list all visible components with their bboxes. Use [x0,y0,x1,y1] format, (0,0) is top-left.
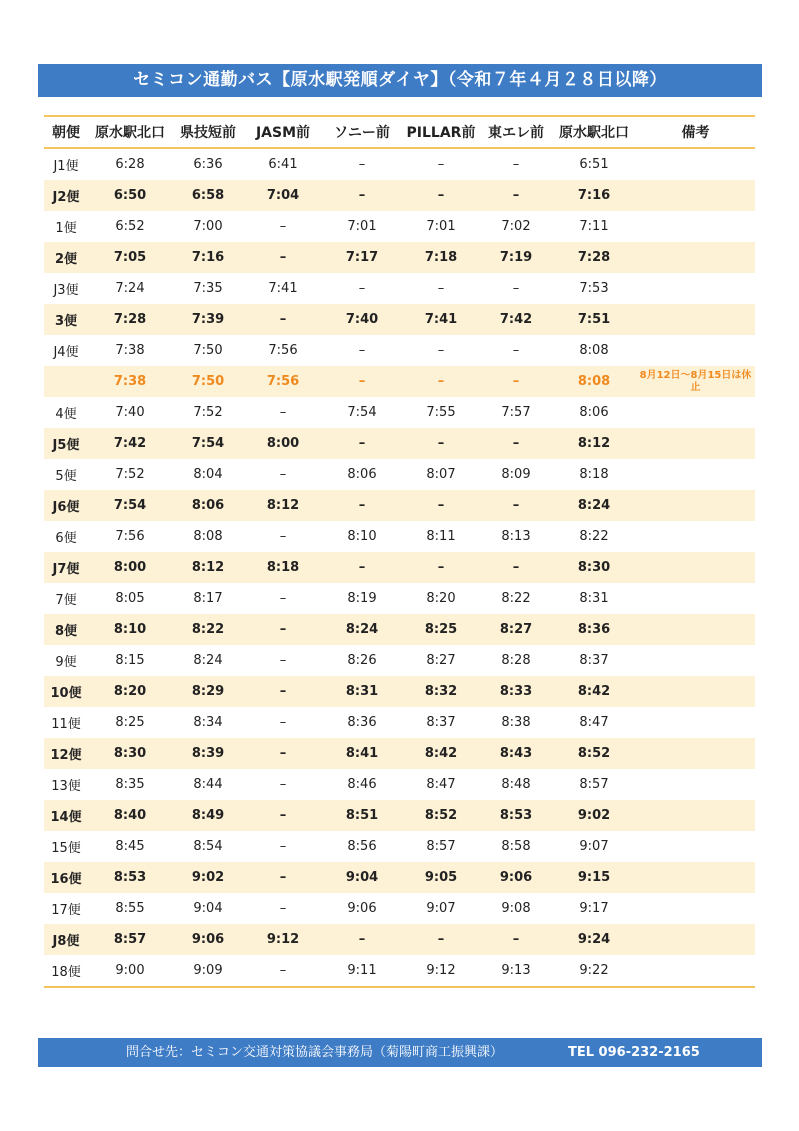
time-cell: 8:24 [322,614,402,645]
time-cell: 9:06 [347,901,377,916]
run-name: 7便 [55,593,77,608]
time-cell: 9:11 [347,963,377,978]
note-cell [636,335,755,366]
time-cell: 8:27 [426,653,456,668]
time-cell: 7:42 [480,304,552,335]
table-row [44,645,755,676]
time-cell: 9:04 [322,862,402,893]
table-row [44,242,755,273]
time-cell: 8:19 [347,591,377,606]
time-cell: 7:50 [193,343,223,358]
time-cell: 8:24 [552,490,636,521]
time-cell: 8:11 [426,529,456,544]
table-row [44,738,755,769]
column-header: PILLAR前 [402,116,480,148]
time-cell: 8:29 [172,676,244,707]
time-cell: 8:34 [193,715,223,730]
time-cell: 8:30 [88,738,172,769]
note-cell [636,148,755,180]
note-cell [636,583,755,614]
time-cell: 7:56 [268,343,298,358]
time-cell: 7:01 [347,219,377,234]
time-cell: 8:27 [480,614,552,645]
time-cell: 8:10 [347,529,377,544]
time-cell: 9:07 [426,901,456,916]
time-cell: 8:41 [322,738,402,769]
time-cell: 8:05 [115,591,145,606]
time-cell: 8:56 [347,839,377,854]
note-cell [636,242,755,273]
run-name: 4便 [55,407,77,422]
time-cell: – [279,529,287,544]
time-cell: 7:01 [426,219,456,234]
table-row [44,490,755,521]
note-cell [636,831,755,862]
table-row [44,862,755,893]
run-name: J3便 [53,283,79,298]
run-name: 11便 [51,717,81,732]
run-name: 1便 [55,221,77,236]
time-cell: 7:53 [579,281,609,296]
time-cell: 8:55 [115,901,145,916]
time-cell: 8:37 [426,715,456,730]
run-name: J2便 [44,180,88,211]
run-name: 17便 [51,903,81,918]
time-cell: 7:42 [88,428,172,459]
time-cell: 8:17 [193,591,223,606]
time-cell: 7:40 [322,304,402,335]
time-cell: – [402,180,480,211]
time-cell: 8:04 [193,467,223,482]
time-cell: – [322,366,402,397]
note-cell [636,800,755,831]
table-row [44,148,755,180]
time-cell: 7:28 [552,242,636,273]
time-cell: 7:16 [172,242,244,273]
table-row [44,924,755,955]
time-cell: 8:31 [579,591,609,606]
column-header: 県技短前 [172,116,244,148]
time-cell: 8:20 [88,676,172,707]
time-cell: – [358,281,366,296]
time-cell: – [244,738,322,769]
time-cell: 7:02 [501,219,531,234]
time-cell: – [322,428,402,459]
time-cell: 8:42 [552,676,636,707]
time-cell: 8:57 [426,839,456,854]
note-cell [636,211,755,242]
time-cell: – [402,490,480,521]
time-cell: 8:25 [402,614,480,645]
column-header: JASM前 [244,116,322,148]
time-cell: 8:00 [244,428,322,459]
time-cell: – [437,343,445,358]
note-cell [636,521,755,552]
column-header: 東エレ前 [480,116,552,148]
page-title: セミコン通勤バス【原水駅発順ダイヤ】（令和７年４月２８日以降） [38,64,762,97]
table-row [44,304,755,335]
table-row [44,583,755,614]
time-cell: 6:41 [268,157,298,172]
time-cell: 8:40 [88,800,172,831]
time-cell: – [244,676,322,707]
time-cell: 8:12 [552,428,636,459]
time-cell: – [480,552,552,583]
time-cell: 7:18 [402,242,480,273]
time-cell: 7:05 [88,242,172,273]
table-row [44,552,755,583]
table-row [44,211,755,242]
time-cell: 8:48 [501,777,531,792]
column-header: 朝便 [44,116,88,148]
time-cell: 7:11 [579,219,609,234]
note-cell [636,924,755,955]
time-cell: 9:22 [579,963,609,978]
time-cell: 7:51 [552,304,636,335]
run-name: 13便 [51,779,81,794]
run-name: 5便 [55,469,77,484]
time-cell: 8:39 [172,738,244,769]
time-cell: 7:16 [552,180,636,211]
time-cell: – [244,800,322,831]
time-cell: 8:08 [552,366,636,397]
column-header: 原水駅北口 [552,116,636,148]
table-row [44,676,755,707]
table-row [44,335,755,366]
table-row [44,614,755,645]
time-cell: 6:28 [115,157,145,172]
time-cell: 7:55 [426,405,456,420]
time-cell: – [512,157,520,172]
time-cell: – [279,963,287,978]
table-row [44,180,755,211]
time-cell: 7:54 [88,490,172,521]
time-cell: 8:57 [579,777,609,792]
time-cell: 7:56 [244,366,322,397]
table-row [44,366,755,397]
table-row [44,521,755,552]
table-row [44,893,755,924]
time-cell: 8:30 [552,552,636,583]
table-row [44,428,755,459]
run-name: 18便 [51,965,81,980]
time-cell: 8:22 [579,529,609,544]
time-cell: 9:07 [579,839,609,854]
run-name: 16便 [44,862,88,893]
time-cell: 8:54 [193,839,223,854]
note-cell [636,955,755,987]
time-cell: 9:09 [193,963,223,978]
note-cell [636,769,755,800]
note-cell [636,273,755,304]
run-name: 15便 [51,841,81,856]
note-cell [636,645,755,676]
time-cell: 8:08 [193,529,223,544]
time-cell: 8:35 [115,777,145,792]
time-cell: 7:24 [115,281,145,296]
time-cell: 9:13 [501,963,531,978]
time-cell: 9:00 [115,963,145,978]
time-cell: 8:06 [347,467,377,482]
time-cell: 6:58 [172,180,244,211]
time-cell: – [279,839,287,854]
time-cell: 8:31 [322,676,402,707]
time-cell: 7:39 [172,304,244,335]
time-cell: – [358,343,366,358]
time-cell: 8:15 [115,653,145,668]
note-cell [636,180,755,211]
time-cell: 8:18 [579,467,609,482]
time-cell: 8:37 [579,653,609,668]
time-cell: – [279,901,287,916]
note-cell [636,304,755,335]
table-row [44,707,755,738]
note-cell [636,707,755,738]
run-name: 10便 [44,676,88,707]
time-cell: 8:06 [579,405,609,420]
time-cell: – [322,924,402,955]
time-cell: 8:36 [347,715,377,730]
time-cell: – [279,591,287,606]
time-cell: – [437,281,445,296]
time-cell: 8:13 [501,529,531,544]
time-cell: 8:51 [322,800,402,831]
time-cell: 8:47 [426,777,456,792]
time-cell: 7:40 [115,405,145,420]
time-cell: 7:52 [193,405,223,420]
table-row [44,273,755,304]
time-cell: 7:35 [193,281,223,296]
time-cell: 8:10 [88,614,172,645]
note-cell [636,397,755,428]
note-cell [636,552,755,583]
time-cell: 8:58 [501,839,531,854]
run-name: 9便 [55,655,77,670]
time-cell: – [244,862,322,893]
time-cell: 9:02 [172,862,244,893]
timetable-body [44,148,755,987]
time-cell: – [402,552,480,583]
table-row [44,831,755,862]
time-cell: 8:18 [244,552,322,583]
time-cell: – [437,157,445,172]
time-cell: 7:04 [244,180,322,211]
time-cell: 8:12 [244,490,322,521]
run-name: J7便 [44,552,88,583]
table-row [44,955,755,987]
run-name: J8便 [44,924,88,955]
time-cell: 8:12 [172,552,244,583]
time-cell: 8:07 [426,467,456,482]
time-cell: – [358,157,366,172]
run-name: J5便 [44,428,88,459]
time-cell: 8:26 [347,653,377,668]
time-cell: 9:02 [552,800,636,831]
phone-number: TEL 096-232-2165 [568,1045,700,1060]
run-name: J6便 [44,490,88,521]
time-cell: – [279,777,287,792]
note-cell [636,428,755,459]
time-cell: – [480,924,552,955]
column-header: ソニー前 [322,116,402,148]
table-row [44,800,755,831]
time-cell: – [279,405,287,420]
time-cell: 7:54 [172,428,244,459]
time-cell: 8:20 [426,591,456,606]
time-cell: 9:17 [579,901,609,916]
time-cell: 6:51 [579,157,609,172]
time-cell: 8:22 [501,591,531,606]
time-cell: 9:12 [426,963,456,978]
time-cell: 8:08 [579,343,609,358]
time-cell: 8:44 [193,777,223,792]
time-cell: 7:41 [402,304,480,335]
time-cell: – [244,304,322,335]
time-cell: 9:15 [552,862,636,893]
time-cell: 7:38 [115,343,145,358]
time-cell: – [512,281,520,296]
timetable [44,115,755,988]
contact-info: 問合せ先：セミコン交通対策協議会事務局（菊陽町商工振興課） [126,1045,504,1060]
note-cell [636,893,755,924]
time-cell: 9:06 [480,862,552,893]
note-cell [636,676,755,707]
run-name [44,366,88,397]
time-cell: 7:00 [193,219,223,234]
time-cell: 8:57 [88,924,172,955]
time-cell: 8:06 [172,490,244,521]
time-cell: 8:38 [501,715,531,730]
time-cell: 8:53 [88,862,172,893]
run-name: 3便 [44,304,88,335]
time-cell: – [480,428,552,459]
time-cell: 7:56 [115,529,145,544]
time-cell: 8:00 [88,552,172,583]
footer-bar [38,1038,762,1067]
time-cell: 6:52 [115,219,145,234]
time-cell: 9:12 [244,924,322,955]
time-cell: 8:53 [480,800,552,831]
header-row [44,116,755,148]
time-cell: – [480,180,552,211]
time-cell: 9:04 [193,901,223,916]
time-cell: – [279,653,287,668]
time-cell: 9:05 [402,862,480,893]
run-name: 8便 [44,614,88,645]
time-cell: 6:36 [193,157,223,172]
table-row [44,769,755,800]
time-cell: 8:49 [172,800,244,831]
time-cell: 8:47 [579,715,609,730]
time-cell: 9:08 [501,901,531,916]
time-cell: – [244,614,322,645]
run-name: J4便 [53,345,79,360]
time-cell: – [279,219,287,234]
run-name: 6便 [55,531,77,546]
time-cell: 8:25 [115,715,145,730]
time-cell: 8:32 [402,676,480,707]
time-cell: 7:19 [480,242,552,273]
time-cell: – [402,924,480,955]
time-cell: 8:33 [480,676,552,707]
note-cell: 8月12日～8月15日は休止 [636,366,755,397]
run-name: 2便 [44,242,88,273]
time-cell: 7:28 [88,304,172,335]
note-cell [636,738,755,769]
run-name: J1便 [53,159,79,174]
time-cell: 7:38 [88,366,172,397]
run-name: 12便 [44,738,88,769]
column-header: 原水駅北口 [88,116,172,148]
time-cell: 7:50 [172,366,244,397]
column-header: 備考 [636,116,755,148]
time-cell: – [279,467,287,482]
time-cell: – [322,552,402,583]
time-cell: – [322,490,402,521]
time-cell: 7:41 [268,281,298,296]
time-cell: 8:28 [501,653,531,668]
time-cell: 7:54 [347,405,377,420]
time-cell: – [480,366,552,397]
time-cell: 8:24 [193,653,223,668]
time-cell: – [512,343,520,358]
time-cell: 8:22 [172,614,244,645]
time-cell: 8:43 [480,738,552,769]
time-cell: 9:24 [552,924,636,955]
note-cell [636,614,755,645]
time-cell: 7:57 [501,405,531,420]
time-cell: – [402,366,480,397]
note-cell [636,862,755,893]
time-cell: 8:52 [402,800,480,831]
table-row [44,459,755,490]
time-cell: – [244,242,322,273]
time-cell: 8:36 [552,614,636,645]
time-cell: – [279,715,287,730]
time-cell: 9:06 [172,924,244,955]
table-row [44,397,755,428]
time-cell: 7:17 [322,242,402,273]
time-cell: 6:50 [88,180,172,211]
time-cell: 8:46 [347,777,377,792]
time-cell: 8:42 [402,738,480,769]
note-cell [636,459,755,490]
time-cell: – [322,180,402,211]
note-cell [636,490,755,521]
run-name: 14便 [44,800,88,831]
time-cell: – [402,428,480,459]
time-cell: 8:45 [115,839,145,854]
time-cell: 8:52 [552,738,636,769]
time-cell: 8:09 [501,467,531,482]
time-cell: – [480,490,552,521]
time-cell: 7:52 [115,467,145,482]
